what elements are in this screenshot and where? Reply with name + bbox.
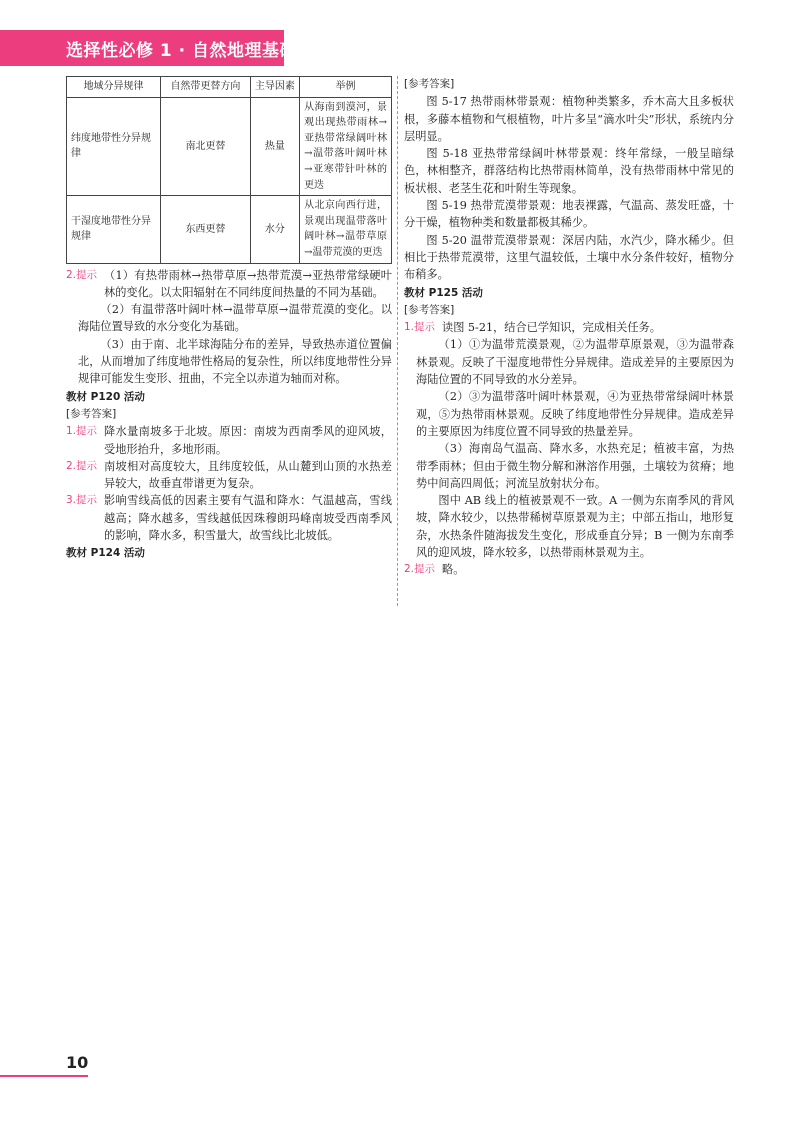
tip-text: 南坡相对高度较大，且纬度较低，从山麓到山顶的水热差异较大，故垂直带谱更为复杂。 — [104, 459, 392, 491]
table-row — [67, 97, 392, 196]
table-row — [67, 196, 392, 263]
section-heading-p120: 教材 P120 活动 — [66, 390, 145, 403]
table-cell: 纬度地带性分异规律 — [67, 97, 161, 196]
tip-text: 影响雪线高低的因素主要有气温和降水：气温越高，雪线越高；降水越多，雪线越低因珠穆朗玛峰南坡受西南季风的影响，降水多，积雪量大，故雪线比北坡低。 — [104, 494, 392, 542]
tip-item — [66, 423, 392, 458]
answer-label: [参考答案] — [404, 303, 455, 316]
tip-text: 降水量南坡多于北坡。原因：南坡为西南季风的迎风坡，受地形抬升，多地形雨。 — [104, 425, 392, 456]
table-cell: 从海南到漠河，景观出现热带雨林→亚热带常绿阔叶林→温带落叶阔叶林→亚寒带针叶林的更迭 — [300, 97, 392, 196]
table-header-cell: 主导因素 — [250, 77, 299, 98]
table-cell: 南北更替 — [161, 97, 251, 196]
section-heading-p124: 教材 P124 活动 — [66, 547, 145, 560]
tip-text: 读图 5-21，结合已学知识，完成相关任务。 — [442, 321, 661, 335]
tip-1 — [404, 319, 734, 336]
table-cell: 热量 — [250, 97, 299, 196]
paragraph: （2）③为温带落叶阔叶林景观，④为亚热带常绿阔叶林景观，⑤为热带雨林景观。反映了纬度地带性分异规律。造成差异的主要原因为纬度位置不同导致的热量差异。 — [416, 390, 734, 438]
page-header-title: 选择性必修 1 · 自然地理基础 — [66, 41, 298, 61]
paragraph: 图 5-20 温带荒漠带景观：深居内陆，水汽少，降水稀少。但相比于热带荒漠带，这里气温较低，土壤中水分条件较好，植物分布稍多。 — [404, 233, 734, 282]
tip-item — [66, 492, 392, 544]
paragraph: 图 5-18 亚热带常绿阔叶林带景观：终年常绿，一般呈暗绿色，林相整齐，群落结构比热带雨林简单，没有热带雨林中常见的板状根、老茎生花和叶附生等现象。 — [404, 147, 734, 195]
paragraph: （1）①为温带荒漠景观，②为温带草原景观，③为温带森林景观。反映了干湿度地带性分异规律。造成差异的主要原因为海陆位置的不同导致的水分差异。 — [416, 338, 734, 387]
tip-marker: 2.提示 — [66, 268, 98, 281]
column-divider — [397, 76, 398, 606]
tip-2 — [404, 561, 734, 578]
paragraph: （3）海南岛气温高、降水多，水热充足；植被丰富，为热带季雨林；但由于微生物分解和淋溶作用强，土壤较为贫瘠；地势中间高四周低；河流呈放射状分布。 — [416, 442, 734, 490]
tip-marker: 1.提示 — [66, 425, 98, 438]
right-column — [404, 76, 734, 579]
section-heading-p125: 教材 P125 活动 — [404, 286, 483, 299]
table-header-cell: 自然带更替方向 — [161, 77, 251, 98]
paragraph: 图中 AB 线上的植被景观不一致。A 一侧为东南季风的背风坡，降水较少，以热带稀树草原景观为主；中部五指山，地形复杂，水热条件随海拔发生变化，形成垂直分异；B 一侧为东南季风的迎风坡，降水较多，以热带雨林景观为主。 — [416, 494, 734, 560]
paragraph: 图 5-19 热带荒漠带景观：地表裸露，气温高、蒸发旺盛，十分干燥，植物种类和数量都极其稀少。 — [404, 199, 734, 230]
answer-label: [参考答案] — [66, 407, 117, 420]
left-column — [66, 76, 392, 563]
tip-text: 略。 — [442, 563, 465, 577]
paragraph: （2）有温带落叶阔叶林→温带草原→温带荒漠的变化。以海陆位置导致的水分变化为基础。 — [78, 303, 392, 334]
footer-accent-line — [0, 1075, 88, 1077]
table-header-row — [67, 77, 392, 98]
paragraph: （3）由于南、北半球海陆分布的差异，导致热赤道位置偏北，从而增加了纬度地带性格局的复杂性，所以纬度地带性分异规律可能发生变形、扭曲，不完全以赤道为轴而对称。 — [78, 337, 392, 386]
table-header-cell: 举例 — [300, 77, 392, 98]
table-cell: 水分 — [250, 196, 299, 263]
table-cell: 干湿度地带性分异规律 — [67, 196, 161, 263]
tip-2 — [66, 267, 392, 302]
tip-item — [66, 458, 392, 493]
table-header-cell: 地域分异规律 — [67, 77, 161, 98]
tip-marker: 3.提示 — [66, 494, 98, 507]
tip-marker: 2.提示 — [66, 459, 98, 472]
zonation-table — [66, 76, 392, 264]
answer-label: [参考答案] — [404, 78, 455, 90]
table-cell: 从北京向西行进，景观出现温带落叶阔叶林→温带草原→温带荒漠的更迭 — [300, 196, 392, 263]
page-number: 10 — [66, 1053, 89, 1072]
paragraph: 图 5-17 热带雨林带景观：植物种类繁多，乔木高大且多板状根，多藤本植物和气根植物，叶片多呈“滴水叶尖”形状，系统内分层明显。 — [404, 95, 734, 143]
tip-marker: 1.提示 — [404, 321, 436, 334]
tip-marker: 2.提示 — [404, 563, 436, 576]
tip-text: （1）有热带雨林→热带草原→热带荒漠→亚热带常绿硬叶林的变化。以太阳辐射在不同纬度间热量的不同为基础。 — [104, 268, 392, 299]
table-cell: 东西更替 — [161, 196, 251, 263]
